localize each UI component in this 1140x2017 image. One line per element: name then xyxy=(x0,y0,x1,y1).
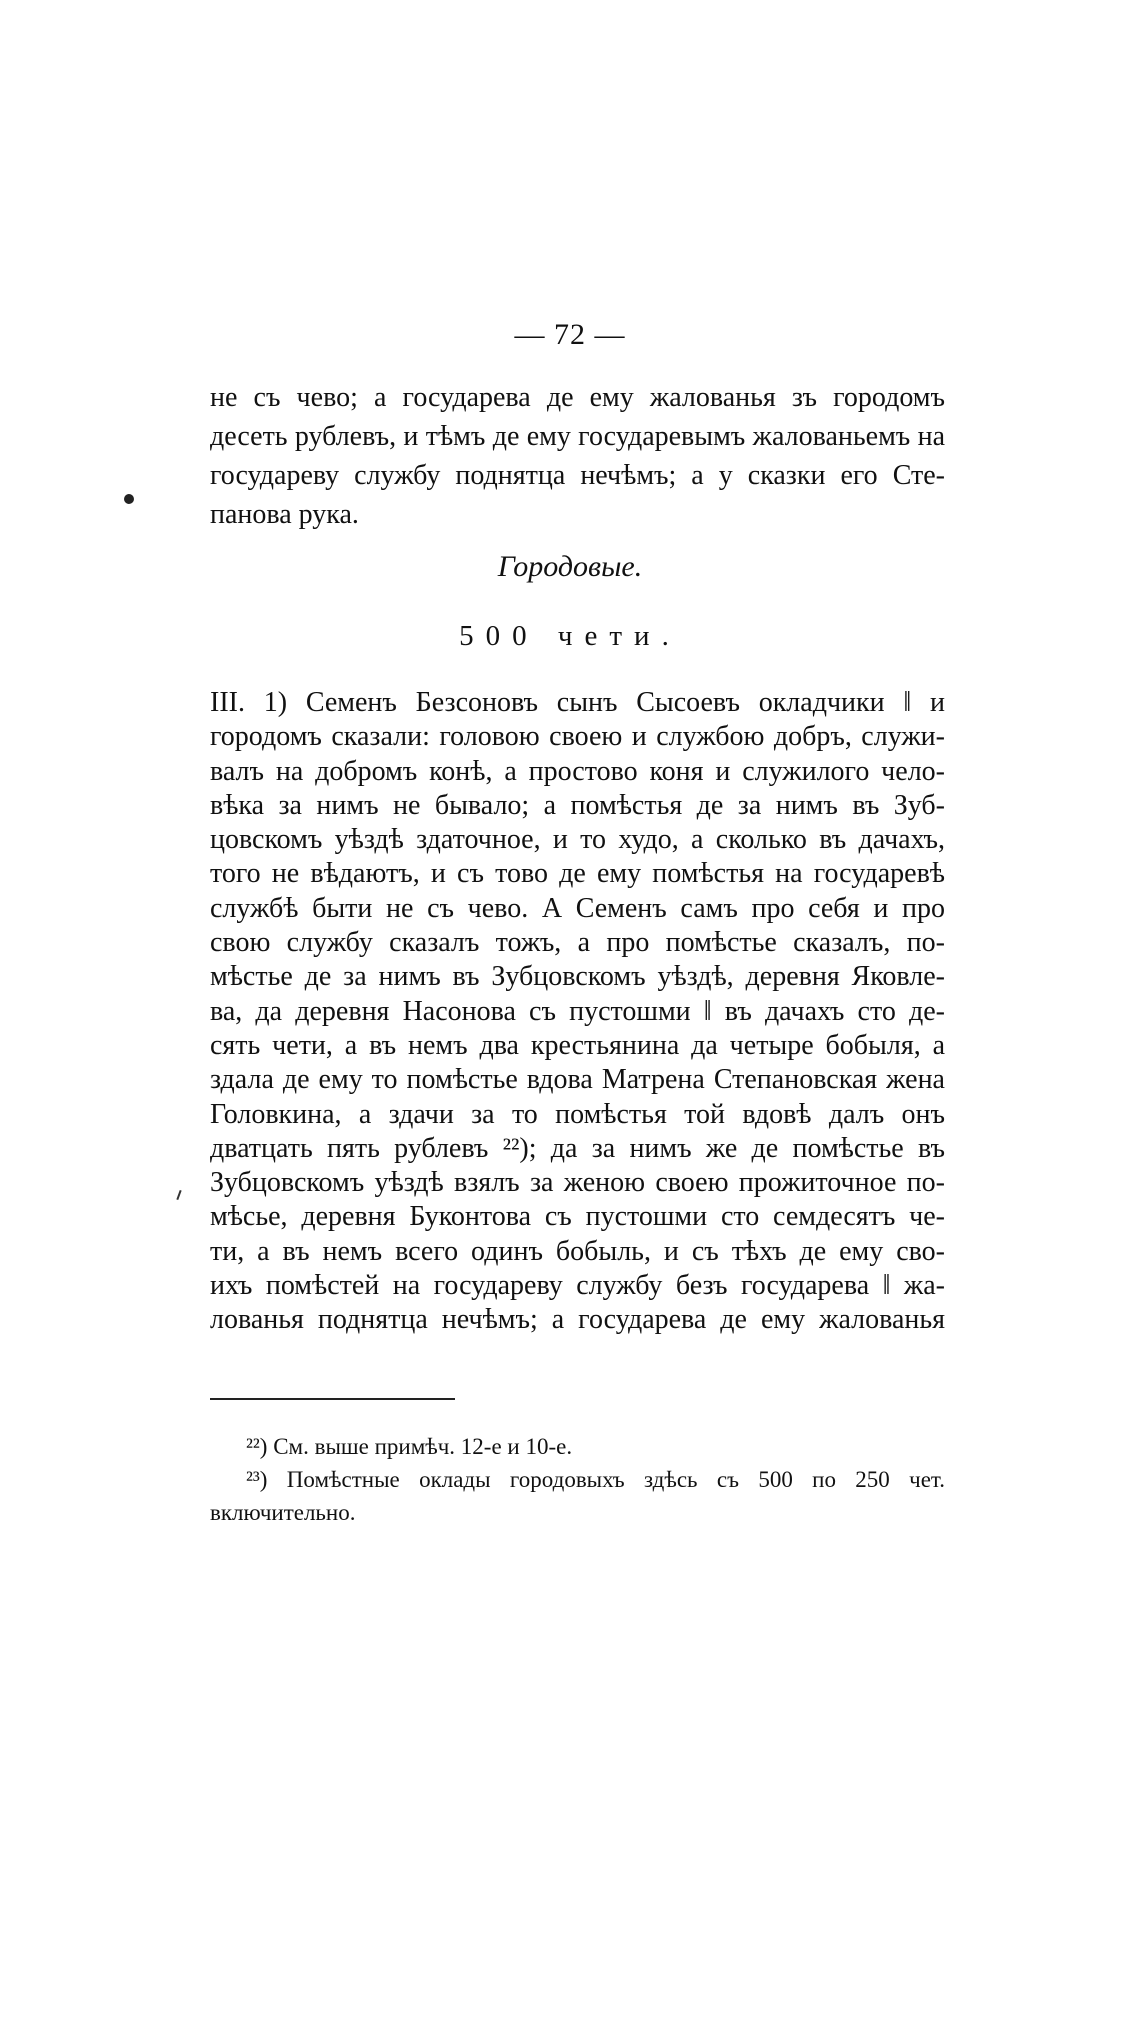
text-line: мѣсье, деревня Буконтова съ пустошми сто семдесятъ че- xyxy=(210,1201,945,1233)
section-subheading: 500 чети. xyxy=(459,620,681,652)
text-line: не съ чево; а государева де ему жалованья зъ городомъ xyxy=(210,382,945,413)
text-line: ихъ помѣстей на государеву службу безъ государева ‖ жа- xyxy=(210,1270,945,1302)
footnote-continuation: включительно. xyxy=(210,1500,356,1525)
text-line: ти, а въ немъ всего одинъ бобыль, и съ тѣхъ де ему сво- xyxy=(210,1235,945,1267)
text-line: Зубцовскомъ уѣздѣ взялъ за женою своею прожиточное по- xyxy=(210,1167,945,1199)
footnote-divider xyxy=(210,1398,455,1400)
text-line: вѣка за нимъ не бывало; а помѣстья де за нимъ въ Зуб- xyxy=(210,789,945,821)
paragraph-entry xyxy=(210,686,945,1338)
text-line: десеть рублевъ, и тѣмъ де ему государевымъ жалованьемъ на xyxy=(210,421,945,452)
footnote: ²²) См. выше примѣч. 12-е и 10-е. xyxy=(246,1434,573,1459)
section-heading: Городовые. xyxy=(497,550,643,583)
paragraph-continued xyxy=(210,378,945,534)
text-line: дватцать пять рублевъ ²²); да за нимъ же де помѣстье въ xyxy=(210,1132,945,1164)
text-line: валъ на добромъ конѣ, а простово коня и служилого чело- xyxy=(210,755,945,787)
text-line: Головкина, а здачи за то помѣстья той вдовѣ далъ онъ xyxy=(210,1098,945,1130)
text-line: III. 1) Семенъ Безсоновъ сынъ Сысоевъ окладчики ‖ и xyxy=(210,687,945,718)
text-line: сять чети, а въ немъ два крестьянина да четыре бобыля, а xyxy=(210,1029,945,1061)
text-line: здала де ему то помѣстье вдова Матрена Степановская жена xyxy=(210,1064,945,1096)
text-line: свою службу сказалъ тожъ, а про помѣстье сказалъ, по- xyxy=(210,927,945,959)
text-line: мѣстье де за нимъ въ Зубцовскомъ уѣздѣ, деревня Яковле- xyxy=(210,961,945,993)
text-line: цовскомъ уѣздѣ здаточное, и то худо, а сколько въ дачахъ, xyxy=(210,824,945,856)
text-line: того не вѣдаютъ, и съ тово де ему помѣстья на государевѣ xyxy=(210,858,945,890)
page-number: — 72 — xyxy=(514,318,626,351)
footnotes xyxy=(210,1430,945,1529)
text-line: лованья поднятца нечѣмъ; а государева де ему жалованья xyxy=(210,1304,945,1336)
text-line: городомъ сказали: головою своею и службою добръ, служи- xyxy=(210,721,945,753)
margin-tick-mark xyxy=(176,1190,181,1200)
text-line: службѣ быти не съ чево. А Семенъ самъ про себя и про xyxy=(210,892,945,924)
margin-dot-mark xyxy=(124,494,134,504)
text-line: ва, да деревня Насонова съ пустошми ‖ въ дачахъ сто де- xyxy=(210,995,945,1027)
footnote: ²³) Помѣстные оклады городовыхъ здѣсь съ 500 по 250 чет. xyxy=(246,1467,945,1492)
text-line: панова рука. xyxy=(210,499,359,530)
text-line: государеву службу поднятца нечѣмъ; а у сказки его Сте- xyxy=(210,460,945,491)
